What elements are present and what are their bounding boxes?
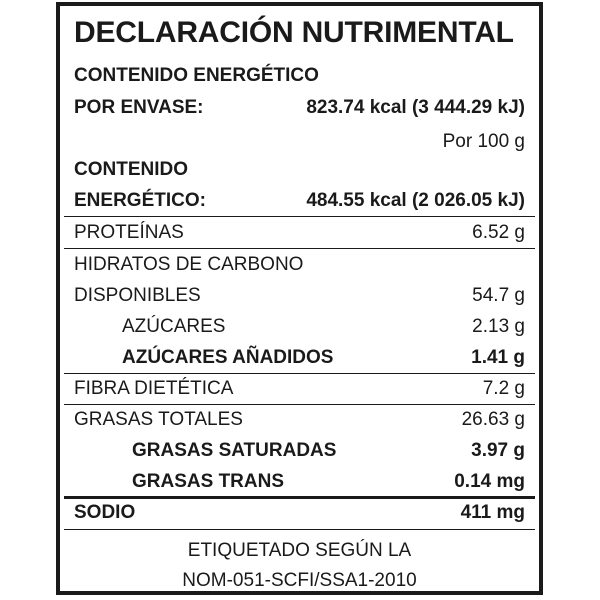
divider (64, 373, 535, 374)
divider-thick (64, 496, 535, 499)
energy-package-label-line2: POR ENVASE: (74, 97, 204, 118)
energy-100g-value: 484.55 kcal (2 026.05 kJ) (306, 190, 525, 211)
divider (64, 529, 535, 530)
energy-package-value: 823.74 kcal (3 444.29 kJ) (306, 97, 525, 118)
footer-line2: NOM-051-SCFI/SSA1-2010 (182, 570, 417, 591)
per-100g-header: Por 100 g (442, 131, 525, 152)
divider (64, 216, 535, 217)
footer-line1: ETIQUETADO SEGÚN LA (187, 540, 412, 561)
nutrition-facts-panel: DECLARACIÓN NUTRIMENTAL CONTENIDO ENERGÉTICO POR ENVASE: 823.74 kcal (3 444.29 kJ) Por 100 g CONTENIDO ENERGÉTICO: 484.55 kcal (2 026.05 kJ) PROTEÍNAS 6.52 g HIDRATOS DE CARBONO DISPONIBLES 54.7 g AZÚCARES 2.13 g AZÚCARES AÑADIDOS 1.41 g FIBRA DIETÉTICA 7.2 g GRASAS TOTALES 26.63 g GRASAS SATURADAS 3.97 g GRASAS TRANS 0.14 mg SODIO 411 mg ETIQUETADO SEGÚN LA NOM-051-SCFI/SSA1-2010 (56, 2, 543, 595)
panel-title: DECLARACIÓN NUTRIMENTAL (74, 16, 514, 49)
divider (64, 248, 535, 249)
energy-100g-label-line2: ENERGÉTICO: (74, 190, 206, 211)
divider (64, 404, 535, 405)
